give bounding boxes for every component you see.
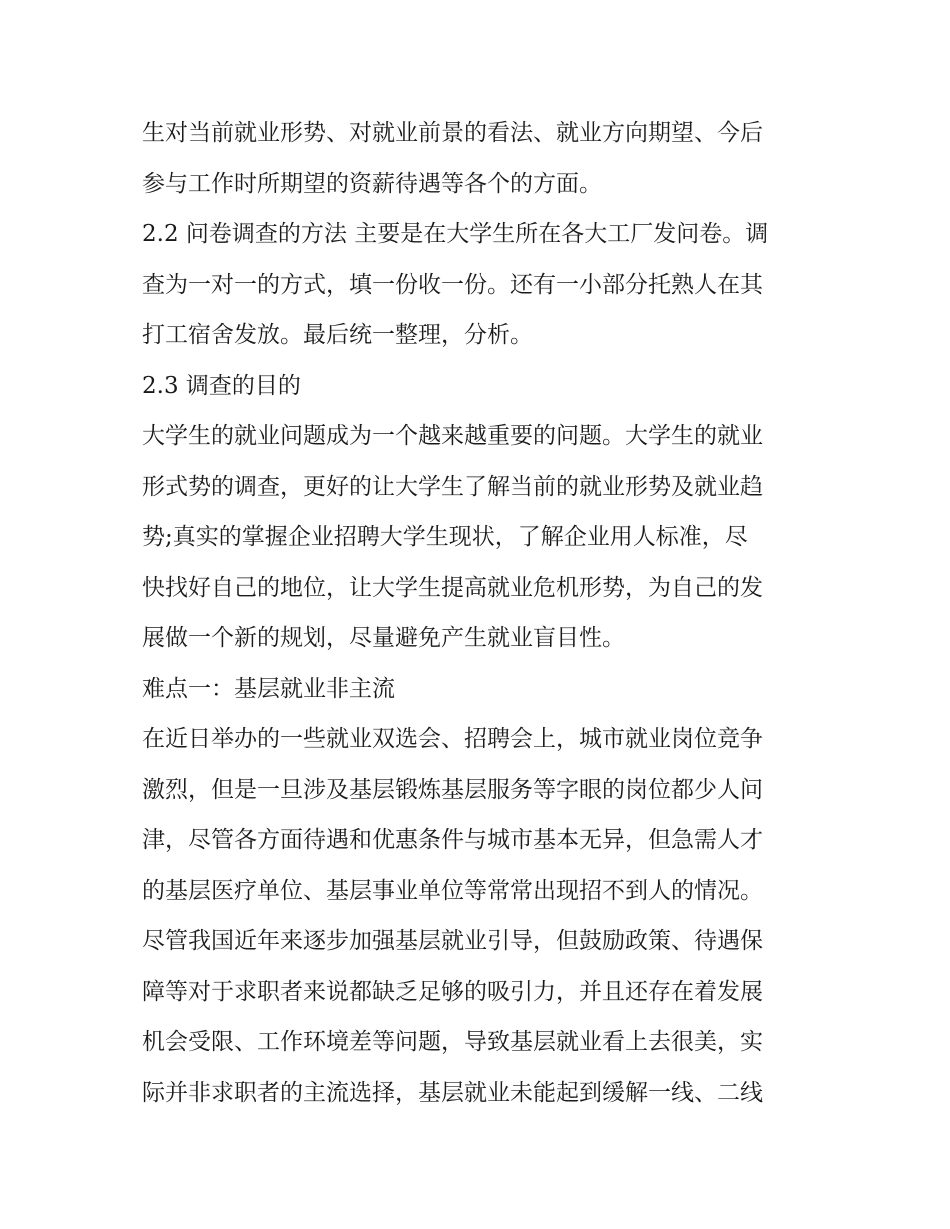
section-heading-2-3: 2.3 调查的目的 [142,372,301,399]
text-line: 障等对于求职者来说都缺乏足够的吸引力，并且还存在着发展 [142,978,763,1005]
text-line: 在近日举办的一些就业双选会、招聘会上，城市就业岗位竞争 [142,726,763,752]
text-line: 打工宿舍发放。最后统一整理，分析。 [142,322,533,348]
text-line: 激烈，但是一旦涉及基层锻炼基层服务等字眼的岗位都少人问 [142,776,763,803]
text-line: 势;真实的掌握企业招聘大学生现状，了解企业用人标准，尽 [142,524,748,550]
text-line: 生对当前就业形势、对就业前景的看法、就业方向期望、今后 [142,120,763,146]
section-heading-2-2: 2.2 问卷调查的方法 主要是在大学生所在各大工厂发问卷。调 [142,221,769,247]
text-line: 展做一个新的规划，尽量避免产生就业盲目性。 [142,625,625,651]
difficulty-heading: 难点一：基层就业非主流 [142,675,395,702]
text-line: 际并非求职者的主流选择，基层就业未能起到缓解一线、二线 [142,1079,763,1106]
text-line: 参与工作时所期望的资薪待遇等各个的方面。 [142,170,602,197]
body-text [142,108,822,1118]
text-line: 形式势的调查，更好的让大学生了解当前的就业形势及就业趋 [142,473,763,500]
text-line: 尽管我国近年来逐步加强基层就业引导，但鼓励政策、待遇保 [142,928,763,954]
text-line: 的基层医疗单位、基层事业单位等常常出现招不到人的情况。 [142,877,763,904]
text-line: 快找好自己的地位，让大学生提高就业危机形势，为自己的发 [142,574,763,601]
text-line: 大学生的就业问题成为一个越来越重要的问题。大学生的就业 [142,423,763,449]
text-line: 津，尽管各方面待遇和优惠条件与城市基本无异，但急需人才 [142,827,763,853]
text-line: 查为一对一的方式，填一份收一份。还有一小部分托熟人在其 [142,271,763,298]
text-line: 机会受限、工作环境差等问题，导致基层就业看上去很美，实 [142,1029,763,1055]
